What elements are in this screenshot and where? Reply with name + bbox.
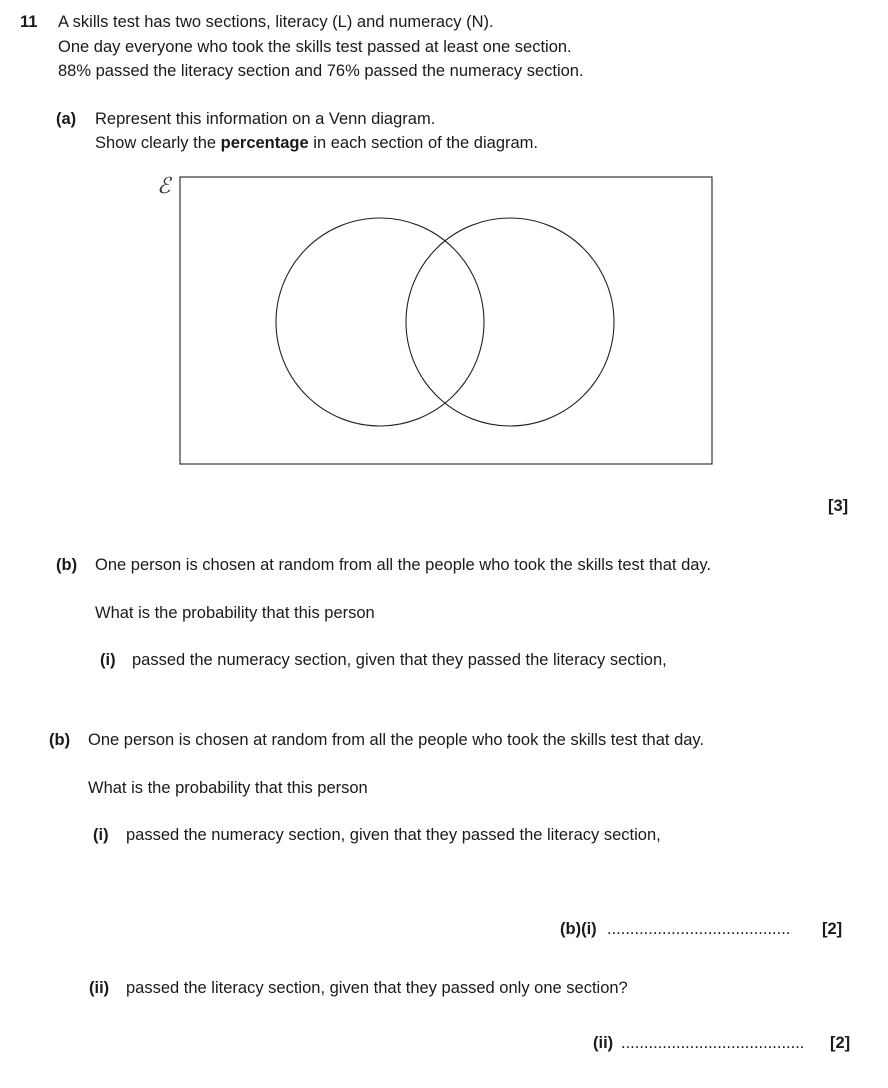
intro-line-1: A skills test has two sections, literacy (L) and numeracy (N). bbox=[58, 13, 494, 31]
sub-i-text: passed the numeracy section, given that they passed the literacy section, bbox=[126, 826, 661, 844]
sub-i-label-first: (i) bbox=[100, 651, 116, 669]
literacy-circle bbox=[276, 218, 484, 426]
part-b-label-first: (b) bbox=[56, 556, 78, 574]
intro-line-3: 88% passed the literacy section and 76% passed the numeracy section. bbox=[58, 62, 584, 80]
part-b-label: (b) bbox=[49, 731, 71, 749]
sub-i-text-first: passed the numeracy section, given that they passed the literacy section, bbox=[132, 651, 667, 669]
sub-ii-label: (ii) bbox=[89, 979, 110, 997]
question-number: 11 bbox=[20, 13, 38, 31]
universal-set-symbol: ℰ bbox=[157, 174, 171, 199]
part-b-text-first: One person is chosen at random from all the people who took the skills test that day. bbox=[95, 556, 712, 574]
answer-b-i-label: (b)(i) bbox=[560, 920, 597, 938]
part-b-prompt-first: What is the probability that this person bbox=[95, 604, 375, 622]
answer-b-i-line[interactable]: ........................................ bbox=[607, 920, 791, 938]
answer-b-i-marks: [2] bbox=[822, 920, 843, 938]
part-a-label: (a) bbox=[56, 110, 77, 128]
answer-ii-marks: [2] bbox=[830, 1034, 851, 1052]
part-a-line-2 bbox=[95, 134, 538, 153]
venn-diagram[interactable] bbox=[150, 170, 720, 470]
part-a-line-1: Represent this information on a Venn diagram. bbox=[95, 110, 436, 128]
part-b-text: One person is chosen at random from all the people who took the skills test that day. bbox=[88, 731, 705, 749]
sub-ii-text: passed the literacy section, given that they passed only one section? bbox=[126, 979, 628, 997]
sub-i-label: (i) bbox=[93, 826, 109, 844]
part-b-prompt: What is the probability that this person bbox=[88, 779, 368, 797]
answer-ii-line[interactable]: ........................................ bbox=[621, 1034, 805, 1052]
answer-ii-label: (ii) bbox=[593, 1034, 614, 1052]
intro-line-2: One day everyone who took the skills test passed at least one section. bbox=[58, 38, 572, 56]
percentage-emphasis: percentage bbox=[220, 134, 309, 152]
numeracy-circle bbox=[406, 218, 614, 426]
part-a-marks: [3] bbox=[828, 497, 849, 515]
part-a-line-2-start: Show clearly the bbox=[95, 134, 221, 152]
universal-set-rectangle bbox=[180, 177, 712, 464]
part-a-line-2-end: in each section of the diagram. bbox=[308, 134, 539, 152]
